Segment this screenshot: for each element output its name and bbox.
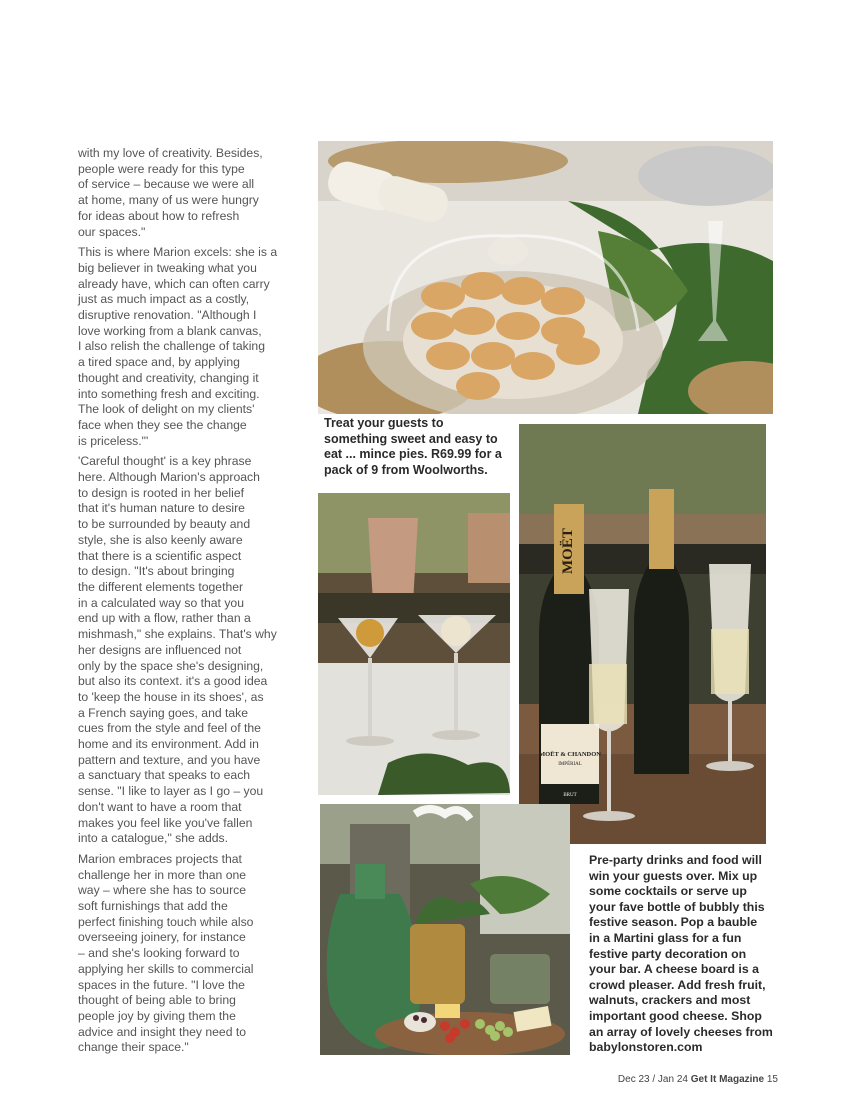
text-line: applying her skills to commercial: [78, 961, 254, 976]
text-line: a French saying goes, and take: [78, 705, 249, 720]
text-line: to be surrounded by beauty and: [78, 517, 251, 532]
body-text-column: [78, 146, 278, 1061]
text-line: pack of 9 from Woolworths.: [324, 462, 488, 477]
text-line: important good cheese. Shop: [589, 1008, 762, 1023]
text-line: This is where Marion excels: she is a: [78, 245, 278, 260]
paragraph-2: [78, 245, 278, 449]
text-line: our spaces.": [78, 224, 146, 239]
text-line: I also relish the challenge of taking: [78, 339, 265, 354]
text-line: end up with a flow, rather than a: [78, 611, 251, 626]
folio-magazine: Get It Magazine: [690, 1074, 765, 1085]
text-line: style, she is also keenly aware: [78, 532, 243, 547]
text-line: The look of delight on my clients': [78, 402, 255, 417]
paragraph-3: [78, 454, 278, 847]
text-line: to design. "It's about bringing: [78, 564, 235, 579]
text-line: for ideas about how to refresh: [78, 208, 240, 223]
text-line: her designs are influenced not: [78, 642, 242, 657]
mince-pies-caption: [318, 414, 516, 484]
paragraph-4: [78, 852, 278, 1056]
text-line: is priceless."': [78, 433, 149, 448]
text-line: soft furnishings that add the: [78, 899, 228, 914]
text-line: thought of being able to bring: [78, 993, 236, 1008]
text-line: 'Careful thought' is a key phrase: [78, 454, 252, 469]
text-line: here. Although Marion's approach: [78, 470, 260, 485]
text-line: love working from a blank canvas,: [78, 323, 262, 338]
text-line: thought and creativity, changing it: [78, 370, 259, 385]
text-line: don't want to have a room that: [78, 799, 242, 814]
text-line: challenge her in more than one: [78, 867, 247, 882]
text-line: face when they see the change: [78, 417, 247, 432]
text-line: people joy by giving them the: [78, 1008, 236, 1023]
moet-sub-label: IMPÉRIAL: [558, 762, 582, 767]
text-line: into something fresh and exciting.: [78, 386, 260, 401]
cheese-board-photo: [320, 804, 570, 1055]
text-line: walnuts, crackers and most: [589, 993, 751, 1008]
text-line: way – where she has to source: [78, 883, 247, 898]
text-line: Pre-party drinks and food will: [589, 853, 762, 867]
text-line: advice and insight they need to: [78, 1024, 247, 1039]
text-line: that it's human nature to desire: [78, 501, 245, 516]
text-line: just as much impact as a costly,: [78, 292, 250, 307]
text-line: eat ... mince pies. R69.99 for a: [324, 447, 502, 462]
text-line: – and she's looking forward to: [78, 946, 240, 961]
text-line: but also its context. it's a good idea: [78, 674, 268, 689]
text-line: an array of lovely cheeses from: [589, 1024, 773, 1039]
moet-bottle-label: MOËT & CHANDON: [539, 751, 601, 758]
text-line: your fave bottle of bubbly this: [589, 899, 765, 914]
text-line: into a catalogue," she adds.: [78, 831, 229, 846]
text-line: Marion embraces projects that: [78, 851, 242, 866]
moet-neck-label: MOËT: [560, 528, 576, 574]
text-line: change their space.": [78, 1040, 189, 1055]
page-folio: [618, 1074, 778, 1085]
text-line: a tired space and, by applying: [78, 355, 240, 370]
text-line: a sanctuary that speaks to each: [78, 768, 251, 783]
text-line: babylonstoren.com: [589, 1040, 703, 1055]
text-line: to 'keep the house in its shoes', as: [78, 689, 264, 704]
mince-pies-photo: [318, 141, 773, 414]
text-line: big believer in tweaking what you: [78, 260, 257, 275]
text-line: your bar. A cheese board is a: [589, 962, 759, 977]
text-line: disruptive renovation. "Although I: [78, 308, 257, 323]
text-line: of service – because we were all: [78, 177, 255, 192]
folio-issue: Dec 23 / Jan 24: [617, 1074, 688, 1085]
text-line: to design is rooted in her belief: [78, 485, 244, 500]
text-line: only by the space she's designing,: [78, 658, 264, 673]
martini-glasses-photo: [318, 493, 510, 795]
text-line: some cocktails or serve up: [589, 884, 747, 899]
text-line: home and its environment. Add in: [78, 737, 259, 752]
text-line: perfect finishing touch while also: [78, 914, 254, 929]
text-line: in a Martini glass for a fun: [589, 930, 742, 945]
text-line: spaces in the future. "I love the: [78, 977, 245, 992]
text-line: something sweet and easy to: [324, 431, 498, 446]
text-line: festive party decoration on: [589, 946, 747, 961]
text-line: people were ready for this type: [78, 161, 245, 176]
text-line: at home, many of us were hungry: [78, 193, 259, 208]
text-line: overseeing joinery, for instance: [78, 930, 246, 945]
text-line: crowd pleaser. Add fresh fruit,: [589, 977, 766, 992]
text-line: with my love of creativity. Besides,: [78, 146, 263, 160]
text-line: sense. "I like to layer as I go – you: [78, 784, 264, 799]
text-line: in a calculated way so that you: [78, 595, 244, 610]
text-line: the different elements together: [78, 579, 244, 594]
text-line: festive season. Pop a bauble: [589, 915, 758, 930]
text-line: makes you feel like you've fallen: [78, 815, 253, 830]
text-line: pattern and texture, and you have: [78, 752, 261, 767]
text-line: already have, which can often carry: [78, 276, 270, 291]
drinks-caption: [589, 853, 789, 1056]
text-line: win your guests over. Mix up: [589, 868, 758, 883]
folio-page-number: 15: [766, 1074, 778, 1085]
text-line: Treat your guests to: [324, 416, 444, 430]
champagne-photo: [519, 424, 766, 844]
moet-brut-label: BRUT: [563, 793, 577, 798]
text-line: mishmash," she explains. That's why: [78, 627, 277, 642]
text-line: cues from the style and feel of the: [78, 721, 261, 736]
text-line: that there is a scientific aspect: [78, 548, 242, 563]
paragraph-1: [78, 146, 278, 240]
